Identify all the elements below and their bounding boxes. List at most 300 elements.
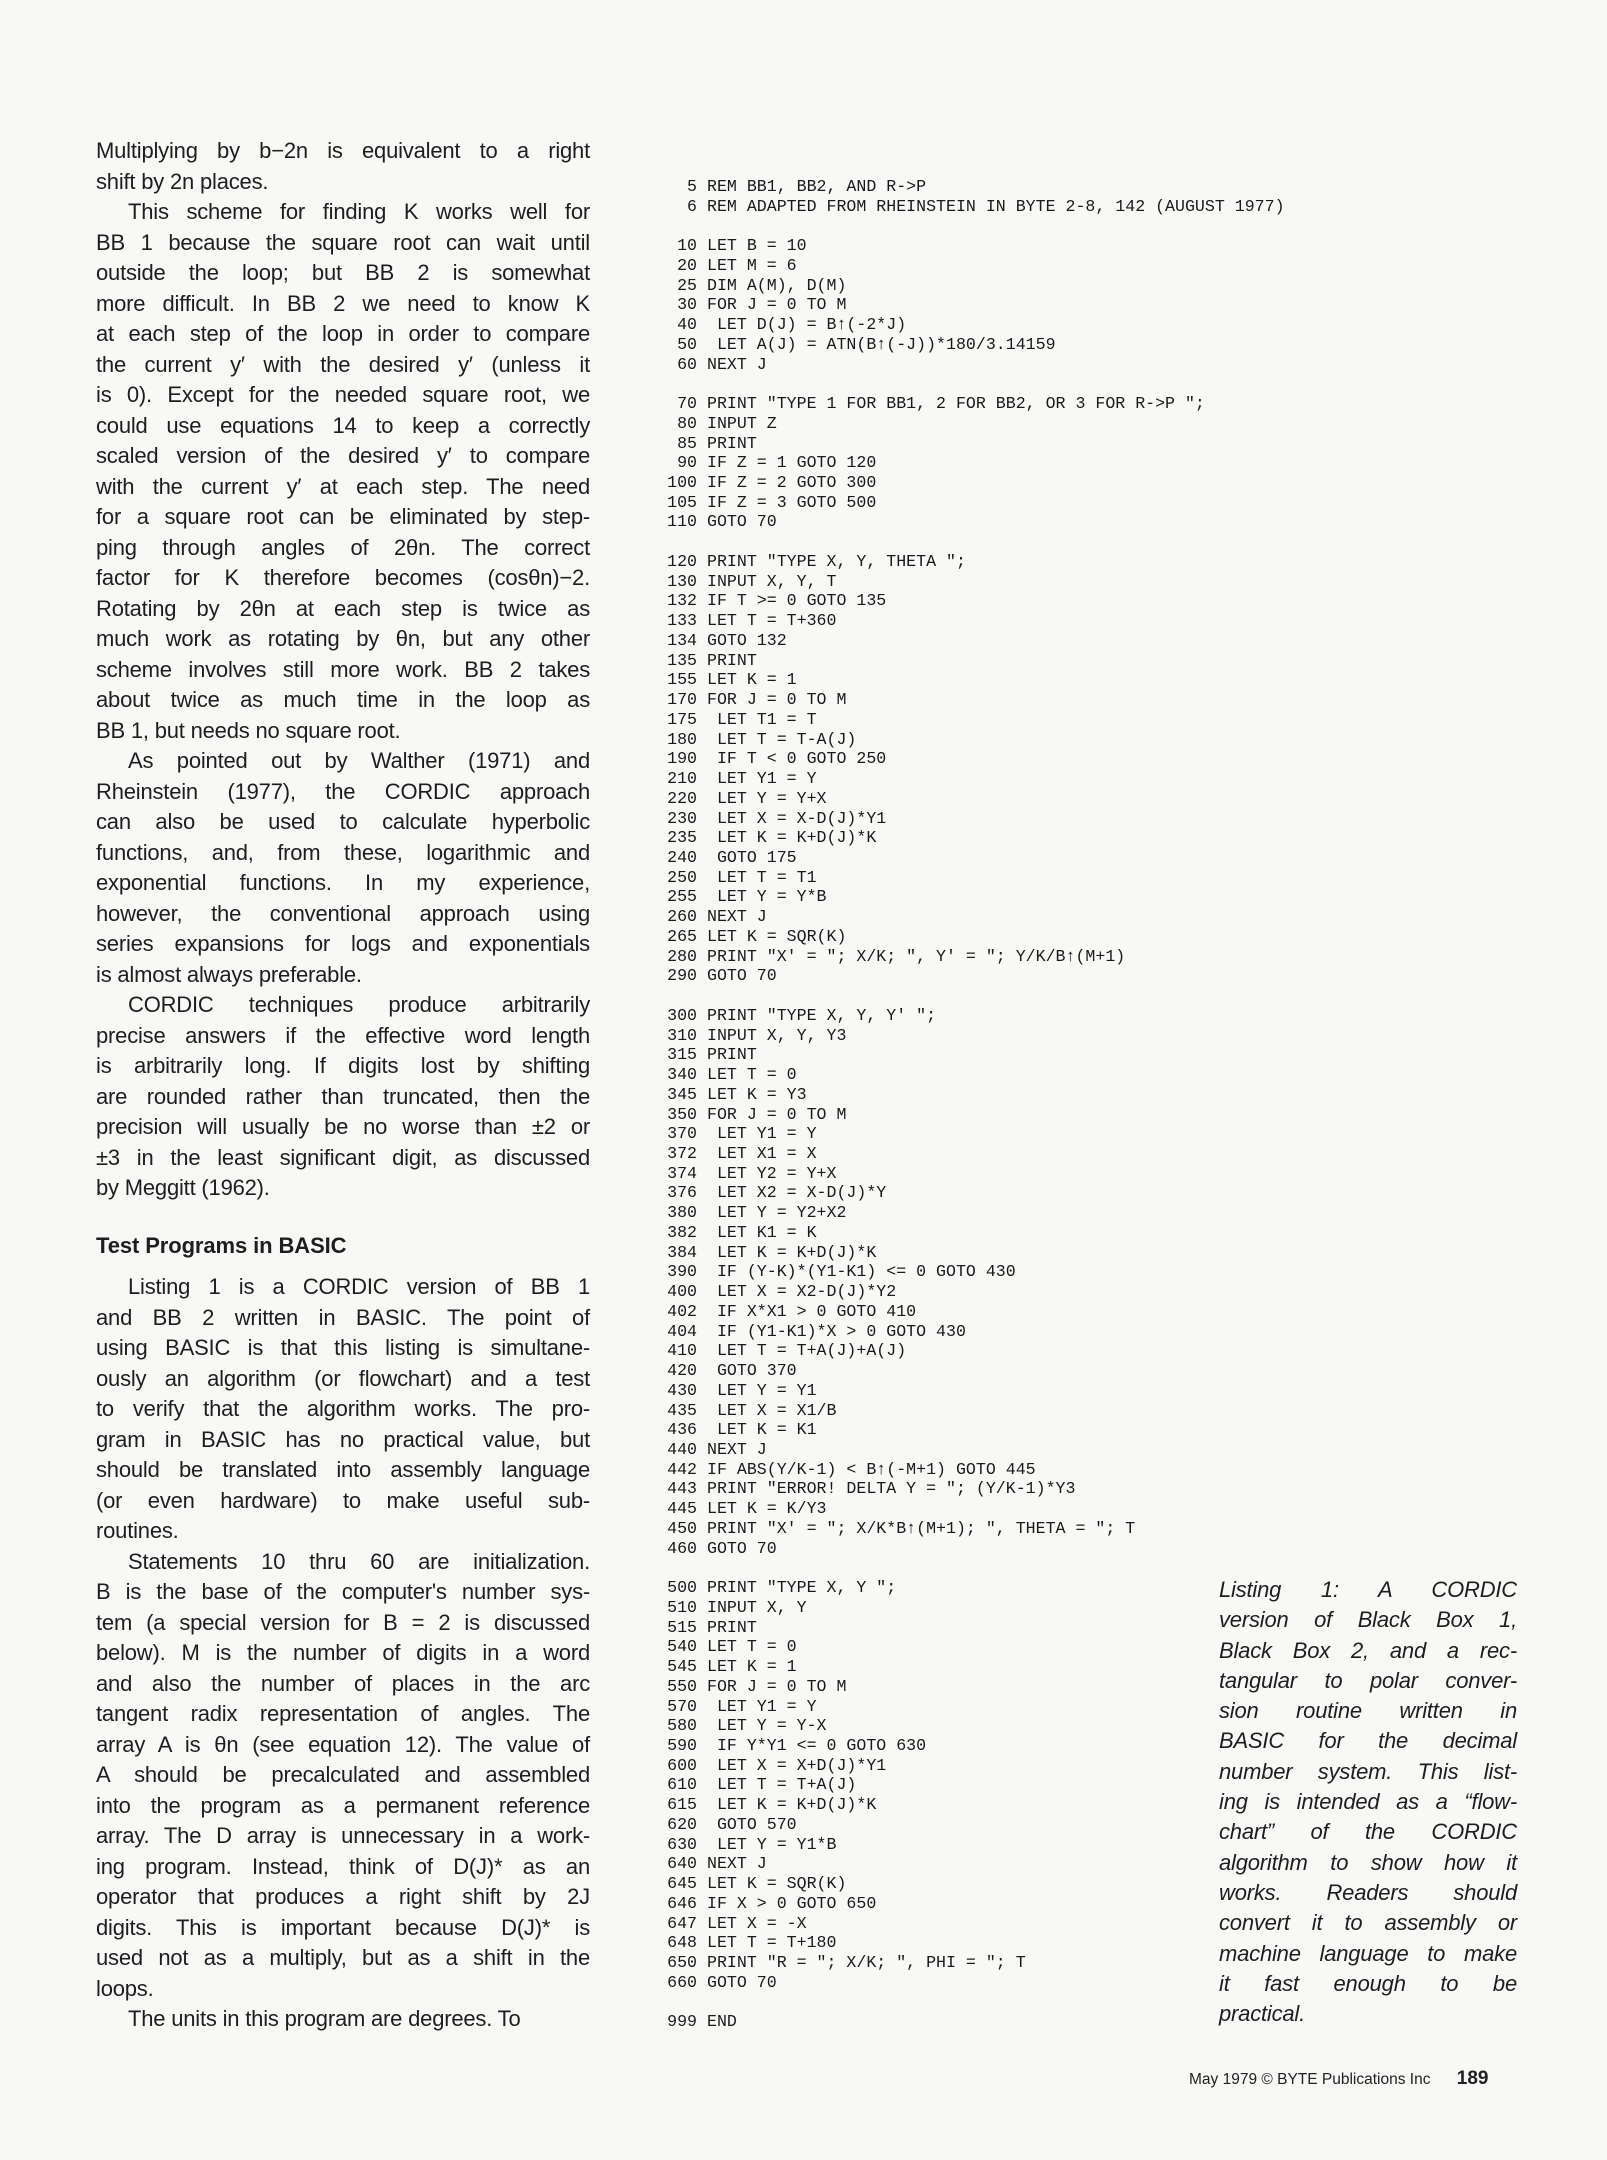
text-line: Multiplying by b−2n is equivalent to a right: [96, 138, 590, 163]
line-number: 25: [677, 275, 697, 295]
code-statement: IF (Y1-K1)*X > 0 GOTO 430: [707, 1321, 966, 1341]
line-number: 255: [667, 887, 697, 907]
line-number: 376: [667, 1183, 697, 1203]
line-number: 134: [667, 630, 697, 650]
text-line: precision will usually be no worse than ±2 or: [96, 1114, 590, 1139]
line-number: 20: [677, 255, 697, 275]
caption-line: Listing 1: A CORDIC: [1219, 1577, 1517, 1602]
code-statement: NEXT J: [707, 1440, 767, 1459]
code-statement: PRINT: [707, 1045, 757, 1065]
paragraph: [96, 136, 590, 197]
line-number: 630: [667, 1834, 697, 1854]
text-line: operator that produces a right shift by 2J: [96, 1884, 590, 1909]
text-line: are rounded rather than truncated, then the: [96, 1083, 590, 1109]
blank-line: [664, 216, 1285, 236]
line-number: 250: [667, 867, 697, 887]
text-line: This scheme for finding K works well for: [128, 199, 590, 224]
line-number: 660: [667, 1972, 697, 1992]
code-line: [664, 1164, 1285, 1184]
line-number: 460: [667, 1538, 697, 1558]
code-line: [664, 631, 1285, 651]
code-line: [664, 868, 1285, 888]
code-line: [664, 1716, 1285, 1736]
text-line: gram in BASIC has no practical value, but: [96, 1426, 590, 1452]
code-line: [664, 1677, 1285, 1697]
code-line: [664, 1775, 1285, 1795]
code-line: [664, 256, 1285, 276]
code-line: [664, 1874, 1285, 1894]
code-line: [664, 1578, 1285, 1598]
text-line: series expansions for logs and exponentials: [96, 931, 590, 956]
line-number: 290: [667, 966, 697, 986]
line-number: 105: [667, 492, 697, 512]
blank-line: [664, 532, 1285, 552]
code-statement: LET M = 6: [707, 255, 797, 275]
code-line: [664, 1697, 1285, 1717]
line-number: 404: [667, 1321, 697, 1341]
code-statement: LET K = 1: [707, 670, 797, 690]
text-line: is almost always preferable.: [96, 961, 362, 987]
code-line: [664, 1322, 1285, 1342]
line-number: 70: [677, 394, 697, 414]
code-statement: END: [707, 2012, 737, 2032]
code-line: [664, 1026, 1285, 1046]
code-statement: GOTO 570: [707, 1814, 797, 1834]
caption-line: convert it to assembly or: [1219, 1910, 1517, 1936]
page-footer: [1189, 2068, 1488, 2090]
line-number: 615: [667, 1795, 697, 1815]
code-statement: LET K = Y3: [707, 1084, 807, 1104]
code-statement: INPUT X, Y, Y3: [707, 1025, 847, 1045]
code-statement: INPUT Z: [707, 413, 777, 433]
caption-line: Black Box 2, and a rec-: [1219, 1637, 1517, 1663]
code-statement: IF Z = 1 GOTO 120: [707, 453, 877, 473]
code-statement: LET K = K+D(J)*K: [707, 1242, 877, 1262]
text-line: the current y′ with the desired y′ (unless it: [96, 351, 590, 377]
code-statement: GOTO 70: [707, 512, 777, 532]
line-number: 265: [667, 926, 697, 946]
text-line: BB 1 because the square root can wait until: [96, 229, 590, 255]
caption-line: BASIC for the decimal: [1219, 1728, 1517, 1754]
line-number: 5: [687, 177, 697, 196]
line-number: 340: [667, 1065, 697, 1085]
code-statement: PRINT "X' = "; X/K*B↑(M+1); ", THETA = "; T: [707, 1518, 1136, 1538]
code-statement: NEXT J: [707, 907, 767, 927]
code-line: [664, 552, 1285, 572]
code-statement: IF (Y-K)*(Y1-K1) <= 0 GOTO 430: [707, 1262, 1016, 1282]
code-line: [664, 1203, 1285, 1223]
caption-line: practical.: [1219, 2001, 1306, 2027]
text-line: used not as a multiply, but as a shift in the: [96, 1945, 590, 1970]
text-line: shift by 2n places.: [96, 168, 269, 194]
page-number: 189: [1456, 2068, 1489, 2089]
code-statement: LET Y1 = Y: [707, 1696, 817, 1716]
caption-line: works. Readers should: [1219, 1879, 1517, 1905]
line-number: 390: [667, 1262, 697, 1282]
code-line: [664, 1795, 1285, 1815]
line-number: 442: [667, 1459, 697, 1479]
text-line: As pointed out by Walther (1971) and: [128, 748, 590, 773]
line-number: 30: [677, 295, 697, 315]
line-number: 90: [677, 453, 697, 473]
article-paragraphs-b: [96, 1272, 590, 2035]
code-line: [664, 414, 1285, 434]
code-statement: LET Y = Y2+X2: [707, 1203, 847, 1223]
line-number: 280: [667, 946, 697, 966]
line-number: 610: [667, 1775, 697, 1795]
code-line: [664, 295, 1285, 315]
code-statement: LET T = T+180: [707, 1933, 837, 1953]
code-statement: IF X*X1 > 0 GOTO 410: [707, 1301, 917, 1321]
line-number: 240: [667, 847, 697, 867]
line-number: 380: [667, 1203, 697, 1223]
text-line: Statements 10 thru 60 are initialization.: [128, 1548, 590, 1574]
line-number: 60: [677, 354, 697, 374]
code-statement: IF T >= 0 GOTO 135: [707, 591, 887, 611]
code-statement: LET T = T+A(J): [707, 1775, 857, 1795]
code-line: [664, 848, 1285, 868]
line-number: 230: [667, 808, 697, 828]
line-number: 640: [667, 1854, 697, 1874]
text-line: exponential functions. In my experience,: [96, 870, 590, 895]
text-line: and BB 2 written in BASIC. The point of: [96, 1304, 590, 1330]
caption-line: algorithm to show how it: [1219, 1849, 1517, 1875]
text-line: ping through angles of 2θn. The correct: [96, 534, 590, 560]
text-line: more difficult. In BB 2 we need to know K: [96, 290, 590, 316]
line-number: 402: [667, 1301, 697, 1321]
text-line: using BASIC is that this listing is simultane-: [96, 1335, 590, 1360]
code-line: [664, 690, 1285, 710]
text-line: with the current y′ at each step. The need: [96, 473, 590, 499]
code-line: [664, 670, 1285, 690]
line-number: 590: [667, 1736, 697, 1756]
caption-line: ing is intended as a “flow-: [1219, 1789, 1517, 1815]
blank-line: [664, 986, 1285, 1006]
code-statement: LET T = T-A(J): [707, 729, 857, 749]
code-statement: LET T = T1: [707, 867, 817, 887]
caption-line: number system. This list-: [1219, 1758, 1517, 1784]
line-number: 40: [677, 315, 697, 335]
code-statement: INPUT X, Y, T: [707, 571, 837, 591]
code-statement: PRINT: [707, 650, 757, 670]
code-line: [664, 907, 1285, 927]
text-line: scheme involves still more work. BB 2 takes: [96, 656, 590, 682]
text-line: routines.: [96, 1518, 179, 1543]
code-statement: LET X1 = X: [707, 1143, 817, 1163]
code-statement: LET K = K+D(J)*K: [707, 1795, 877, 1815]
code-line: [664, 1065, 1285, 1085]
line-number: 515: [667, 1617, 697, 1637]
line-number: 133: [667, 611, 697, 631]
code-line: [664, 394, 1285, 414]
line-number: 120: [667, 551, 697, 571]
line-number: 235: [667, 828, 697, 848]
code-line: [664, 1302, 1285, 1322]
line-number: 443: [667, 1479, 697, 1499]
text-line: about twice as much time in the loop as: [96, 687, 590, 712]
code-statement: IF ABS(Y/K-1) < B↑(-M+1) GOTO 445: [707, 1459, 1036, 1479]
code-statement: LET X = X1/B: [707, 1400, 837, 1420]
line-number: 80: [677, 413, 697, 433]
line-number: 350: [667, 1104, 697, 1124]
section-heading: Test Programs in BASIC: [96, 1232, 347, 1258]
paragraph: [96, 2004, 590, 2035]
caption-line: version of Black Box 1,: [1219, 1607, 1517, 1633]
line-number: 570: [667, 1696, 697, 1716]
caption-line: it fast enough to be: [1219, 1970, 1517, 1996]
code-statement: LET Y = Y*B: [707, 887, 827, 907]
line-number: 500: [667, 1578, 697, 1598]
code-statement: LET K1 = K: [707, 1222, 817, 1242]
code-statement: LET K = SQR(K): [707, 926, 847, 946]
code-line: [664, 493, 1285, 513]
code-line: [664, 966, 1285, 986]
text-line: tem (a special version for B = 2 is discussed: [96, 1609, 590, 1635]
code-statement: DIM A(M), D(M): [707, 275, 847, 295]
paragraph: [96, 1272, 590, 1547]
code-statement: REM BB1, BB2, AND R->P: [707, 177, 927, 196]
line-number: 370: [667, 1124, 697, 1144]
code-statement: PRINT "TYPE X, Y ";: [707, 1578, 897, 1598]
blank-line: [664, 1558, 1285, 1578]
code-line: [664, 927, 1285, 947]
code-statement: LET T = 0: [707, 1065, 797, 1085]
text-line: BB 1, but needs no square root.: [96, 717, 401, 743]
code-line: [664, 276, 1285, 296]
article-paragraphs-a: [96, 136, 590, 1204]
code-statement: LET K = K1: [707, 1420, 817, 1440]
code-line: [664, 453, 1285, 473]
code-statement: NEXT J: [707, 1854, 767, 1874]
code-line: [664, 1894, 1285, 1914]
text-line: CORDIC techniques produce arbitrarily: [128, 992, 590, 1017]
code-line: [664, 887, 1285, 907]
code-line: [664, 1657, 1285, 1677]
line-number: 210: [667, 769, 697, 789]
code-line: [664, 1006, 1285, 1026]
line-number: 132: [667, 591, 697, 611]
code-line: [664, 512, 1285, 532]
code-line: [664, 769, 1285, 789]
paragraph: [96, 1547, 590, 2005]
code-statement: PRINT "X' = "; X/K; ", Y' = "; Y/K/B↑(M+1): [707, 946, 1126, 966]
line-number: 600: [667, 1755, 697, 1775]
code-statement: LET K = SQR(K): [707, 1874, 847, 1894]
blank-line: [664, 374, 1285, 394]
code-statement: PRINT: [707, 1617, 757, 1637]
text-line: factor for K therefore becomes (cosθn)−2.: [96, 565, 590, 590]
text-line: for a square root can be eliminated by step-: [96, 504, 590, 529]
code-line: [664, 1933, 1285, 1953]
text-line: is arbitrarily long. If digits lost by shifting: [96, 1053, 590, 1078]
text-line: functions, and, from these, logarithmic and: [96, 839, 590, 865]
line-number: 110: [667, 512, 697, 532]
code-line: [664, 1460, 1285, 1480]
code-statement: LET X2 = X-D(J)*Y: [707, 1183, 887, 1203]
code-line: [664, 1381, 1285, 1401]
code-line: [664, 236, 1285, 256]
code-line: [664, 1479, 1285, 1499]
code-line: [664, 1341, 1285, 1361]
code-line: [664, 828, 1285, 848]
text-line: B is the base of the computer's number sys-: [96, 1579, 590, 1604]
line-number: 382: [667, 1222, 697, 1242]
code-statement: PRINT "R = "; X/K; ", PHI = "; T: [707, 1953, 1026, 1973]
code-line: [664, 809, 1285, 829]
text-line: Rheinstein (1977), the CORDIC approach: [96, 778, 590, 804]
text-line: could use equations 14 to keep a correctly: [96, 412, 590, 438]
code-line: [664, 1756, 1285, 1776]
line-number: 650: [667, 1953, 697, 1973]
code-statement: PRINT "ERROR! DELTA Y = "; (Y/K-1)*Y3: [707, 1479, 1076, 1499]
text-line: A should be precalculated and assembled: [96, 1762, 590, 1787]
text-line: ±3 in the least significant digit, as discussed: [96, 1144, 590, 1170]
line-number: 100: [667, 473, 697, 493]
code-line: [664, 611, 1285, 631]
code-statement: GOTO 70: [707, 1538, 777, 1558]
code-line: [664, 1144, 1285, 1164]
code-line: [664, 1815, 1285, 1835]
text-line: ously an algorithm (or flowchart) and a test: [96, 1365, 590, 1391]
text-line: Listing 1 is a CORDIC version of BB 1: [128, 1274, 590, 1299]
code-line: [664, 1045, 1285, 1065]
code-statement: REM ADAPTED FROM RHEINSTEIN IN BYTE 2-8, 142 (AUGUST 1977): [707, 196, 1285, 216]
basic-code-listing: [664, 177, 1285, 2032]
code-line: [664, 1223, 1285, 1243]
code-line: [664, 1953, 1285, 1973]
listing-caption: [1219, 1575, 1517, 2029]
line-number: 310: [667, 1025, 697, 1045]
line-number: 384: [667, 1242, 697, 1262]
text-line: digits. This is important because D(J)* is: [96, 1914, 590, 1940]
text-line: and also the number of places in the arc: [96, 1670, 590, 1696]
line-number: 374: [667, 1163, 697, 1183]
line-number: 300: [667, 1005, 697, 1025]
code-statement: PRINT "TYPE 1 FOR BB1, 2 FOR BB2, OR 3 FOR R->P ";: [707, 394, 1205, 414]
line-number: 372: [667, 1143, 697, 1163]
line-number: 170: [667, 690, 697, 710]
line-number: 130: [667, 571, 697, 591]
code-statement: FOR J = 0 TO M: [707, 295, 847, 315]
line-number: 135: [667, 650, 697, 670]
code-line: [664, 591, 1285, 611]
code-line: [664, 2012, 1285, 2032]
paragraph: [96, 197, 590, 746]
line-number: 175: [667, 709, 697, 729]
code-line: [664, 1637, 1285, 1657]
code-line: [664, 1835, 1285, 1855]
code-line: [664, 315, 1285, 335]
caption-line: machine language to make: [1219, 1940, 1517, 1966]
code-statement: GOTO 70: [707, 1972, 777, 1992]
code-line: [664, 1105, 1285, 1125]
text-line: can also be used to calculate hyperbolic: [96, 809, 590, 834]
code-line: [664, 434, 1285, 454]
code-line: [664, 473, 1285, 493]
code-statement: LET K = 1: [707, 1657, 797, 1677]
code-line: [664, 572, 1285, 592]
line-number: 545: [667, 1657, 697, 1677]
article-text-column: [96, 136, 590, 2035]
code-line: [664, 335, 1285, 355]
code-line: [664, 1282, 1285, 1302]
code-statement: PRINT "TYPE X, Y, THETA ";: [707, 551, 966, 571]
code-statement: LET K = K+D(J)*K: [707, 828, 877, 848]
code-statement: LET Y2 = Y+X: [707, 1163, 837, 1183]
code-statement: LET D(J) = B↑(-2*J): [707, 315, 907, 335]
footer-credit: May 1979 © BYTE Publications Inc: [1189, 2071, 1431, 2088]
text-line: precise answers if the effective word length: [96, 1022, 590, 1048]
code-line: [664, 197, 1285, 217]
line-number: 550: [667, 1676, 697, 1696]
text-line: (or even hardware) to make useful sub-: [96, 1487, 590, 1513]
text-line: array A is θn (see equation 12). The value of: [96, 1731, 590, 1757]
code-line: [664, 749, 1285, 769]
line-number: 260: [667, 907, 697, 927]
line-number: 345: [667, 1084, 697, 1104]
line-number: 6: [687, 196, 697, 216]
code-statement: LET X = X-D(J)*Y1: [707, 808, 887, 828]
code-statement: LET T1 = T: [707, 709, 817, 729]
line-number: 10: [677, 236, 697, 256]
code-statement: IF Z = 3 GOTO 500: [707, 492, 877, 512]
code-statement: LET T = T+A(J)+A(J): [707, 1341, 907, 1361]
code-line: [664, 1085, 1285, 1105]
code-statement: GOTO 370: [707, 1361, 797, 1381]
code-statement: IF Z = 2 GOTO 300: [707, 473, 877, 493]
code-line: [664, 1124, 1285, 1144]
code-line: [664, 789, 1285, 809]
line-number: 420: [667, 1361, 697, 1381]
code-statement: GOTO 175: [707, 847, 797, 867]
line-number: 155: [667, 670, 697, 690]
code-statement: IF X > 0 GOTO 650: [707, 1893, 877, 1913]
code-line: [664, 1440, 1285, 1460]
code-line: [664, 355, 1285, 375]
code-statement: IF T < 0 GOTO 250: [707, 749, 887, 769]
line-number: 510: [667, 1597, 697, 1617]
code-statement: LET Y = Y1*B: [707, 1834, 837, 1854]
code-statement: LET X = X+D(J)*Y1: [707, 1755, 887, 1775]
code-line: [664, 710, 1285, 730]
code-statement: INPUT X, Y: [707, 1597, 807, 1617]
code-statement: NEXT J: [707, 354, 767, 374]
line-number: 645: [667, 1874, 697, 1894]
code-statement: FOR J = 0 TO M: [707, 1676, 847, 1696]
code-line: [664, 651, 1285, 671]
code-statement: LET K = K/Y3: [707, 1499, 827, 1519]
line-number: 180: [667, 729, 697, 749]
line-number: 410: [667, 1341, 697, 1361]
code-statement: LET T = T+360: [707, 611, 837, 631]
code-statement: GOTO 70: [707, 966, 777, 986]
line-number: 400: [667, 1282, 697, 1302]
text-line: however, the conventional approach using: [96, 900, 590, 926]
line-number: 647: [667, 1913, 697, 1933]
code-line: [664, 1420, 1285, 1440]
code-line: [664, 1598, 1285, 1618]
line-number: 646: [667, 1893, 697, 1913]
line-number: 445: [667, 1499, 697, 1519]
code-statement: LET Y = Y+X: [707, 788, 827, 808]
text-line: by Meggitt (1962).: [96, 1175, 270, 1200]
code-statement: LET B = 10: [707, 236, 807, 256]
text-line: should be translated into assembly language: [96, 1457, 590, 1482]
code-line: [664, 947, 1285, 967]
code-line: [664, 1539, 1285, 1559]
code-statement: LET Y1 = Y: [707, 769, 817, 789]
code-statement: PRINT: [707, 433, 757, 453]
